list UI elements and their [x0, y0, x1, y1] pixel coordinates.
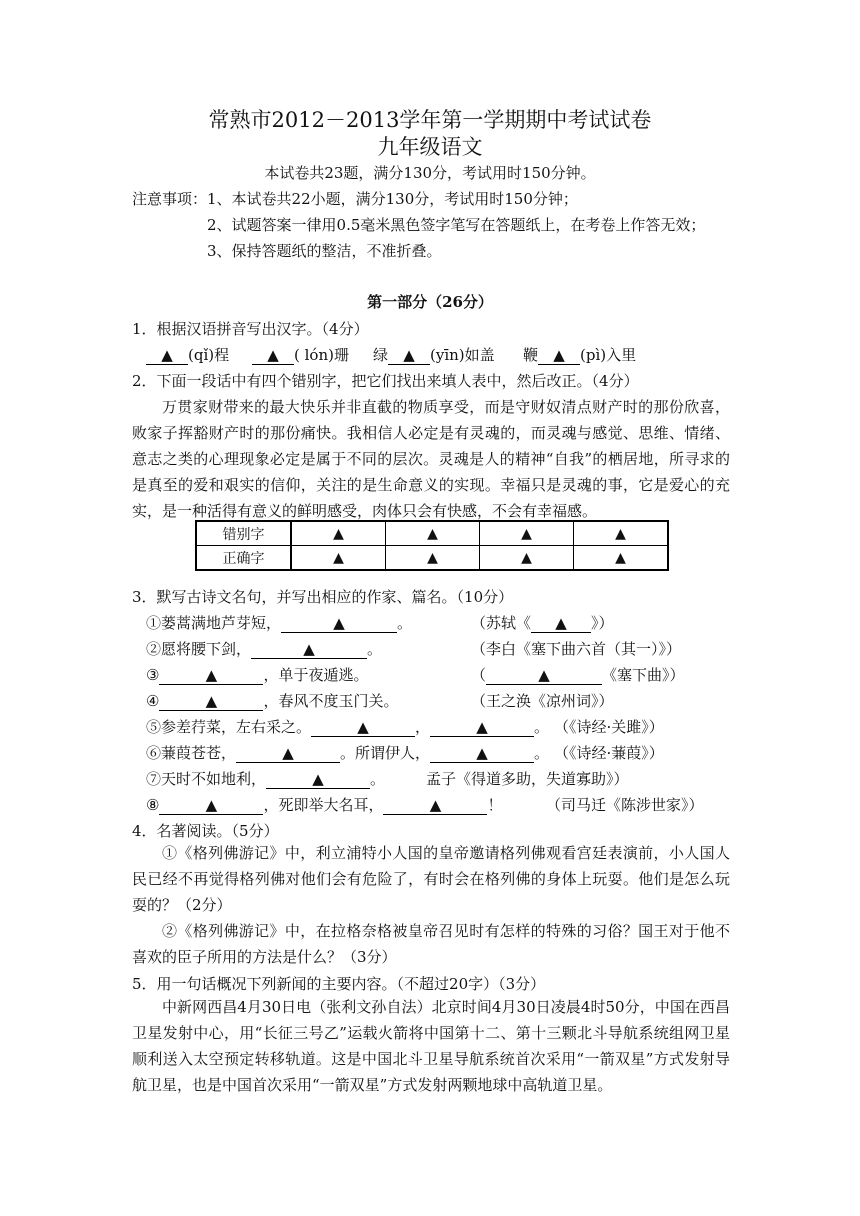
- q3-stem: 3．默写古诗文名句，并写出相应的作家、篇名。（10分）: [132, 588, 514, 606]
- q1-item: 鞭 ▲ (pì)入里: [523, 346, 637, 364]
- table-row-label: 错别字: [196, 521, 291, 546]
- q2-passage: 万贯家财带来的最大快乐并非直截的物质享受，而是守财奴清点财产时的那份欣喜，败家子挥豁财产时的那份痛快。我相信人必定是有灵魂的，而灵魂与感觉、思维、情绪、意志之类的心理现象必定是属于不同的层次。灵魂是人的精神“自我”的栖居地，所寻求的是真至的爱和艰实的信仰，关注的是生命意义的实现。幸福只是灵魂的事，它是爱心的充实，是一种活得有意义的鲜明感受，肉体只会有快感，不会有幸福感。: [132, 398, 730, 520]
- poem-source: （王之涣《凉州词》）: [471, 692, 614, 710]
- answer-blank[interactable]: ▲: [281, 614, 397, 633]
- answer-blank[interactable]: ▲: [486, 666, 602, 685]
- poem-source: （《诗经·蒹葭》）: [554, 744, 664, 762]
- answer-blank[interactable]: ▲: [311, 718, 415, 737]
- q1-item: ▲ ( lón)珊: [252, 344, 349, 365]
- q4-stem: 4．名著阅读。（5分）: [132, 822, 279, 840]
- answer-blank[interactable]: ▲: [430, 718, 534, 737]
- poem-source: （李白《塞下曲六首（其一）》）: [471, 640, 682, 658]
- answer-blank[interactable]: ▲: [266, 770, 370, 789]
- poem-line: ⑥蒹葭苍苍， ▲ 。所谓伊人， ▲ 。: [146, 744, 550, 762]
- table-cell[interactable]: ▲: [386, 546, 480, 571]
- poem-line: ①蒌蒿满地芦芽短， ▲ 。: [146, 614, 413, 632]
- poem-line: ⑧ ▲ ，死即举大名耳， ▲ ！: [146, 796, 503, 814]
- table-cell[interactable]: ▲: [291, 521, 386, 546]
- poem-source: （ ▲ 《塞下曲》）: [471, 666, 685, 684]
- answer-blank[interactable]: ▲: [252, 346, 294, 365]
- q4-question-2: ②《格列佛游记》中，在拉格奈格被皇帝召见时有怎样的特殊的习俗？国王对于他不喜欢的臣子所用的方法是什么？（3分）: [132, 922, 730, 966]
- notice-item: 3、保持答题纸的整洁，不准折叠。: [207, 242, 442, 260]
- table-cell[interactable]: ▲: [480, 546, 574, 571]
- answer-blank[interactable]: ▲: [159, 666, 263, 685]
- poem-line: ②愿将腰下剑， ▲ 。: [146, 640, 383, 658]
- correction-table: [195, 520, 669, 571]
- table-cell[interactable]: ▲: [291, 546, 386, 571]
- answer-blank[interactable]: ▲: [430, 744, 534, 763]
- answer-blank[interactable]: ▲: [388, 346, 430, 365]
- answer-blank[interactable]: ▲: [538, 346, 580, 365]
- poem-source: （苏轼《 ▲ 》）: [471, 614, 614, 632]
- part-title: 第一部分（26分）: [367, 293, 493, 311]
- notice-item: 1、本试卷共22小题，满分130分，考试用时150分钟；: [207, 190, 578, 208]
- table-row-label: 正确字: [196, 546, 291, 571]
- poem-line: ⑦天时不如地利， ▲ 。: [146, 770, 386, 788]
- q1-item: ▲ (qǐ)程: [146, 344, 229, 365]
- q5-news-passage: 中新网西昌4月30日电（张利文孙自法）北京时间4月30日凌晨4时50分，中国在西昌卫星发射中心，用“长征三号乙”运载火箭将中国第十二、第十三颗北斗导航系统组网卫星顺利送入太空预定转移轨道。这是中国北斗卫星导航系统首次采用“一箭双星”方式发射导航卫星，也是中国首次采用“一箭双星”方式发射两颗地球中高轨道卫星。: [132, 998, 730, 1094]
- answer-blank[interactable]: ▲: [236, 744, 340, 763]
- table-cell[interactable]: ▲: [574, 546, 669, 571]
- exam-title: 常熟市2012－2013学年第一学期期中考试试卷: [208, 108, 652, 132]
- answer-blank[interactable]: ▲: [146, 346, 188, 365]
- exam-subtitle: 九年级语文: [377, 135, 483, 159]
- table-cell[interactable]: ▲: [386, 521, 480, 546]
- table-cell[interactable]: ▲: [574, 521, 669, 546]
- q2-stem: 2．下面一段话中有四个错别字，把它们找出来填人表中，然后改正。（4分）: [132, 372, 639, 390]
- notice-item: 2、试题答案一律用0.5毫米黑色签字笔写在答题纸上，在考卷上作答无效；: [207, 216, 706, 234]
- exam-summary: 本试卷共23题，满分130分，考试用时150分钟。: [264, 164, 596, 182]
- poem-line: ④ ▲ ，春风不度玉门关。: [146, 692, 399, 710]
- q1-stem: 1．根据汉语拼音写出汉字。（4分）: [132, 320, 369, 338]
- notice-lead: 注意事项：: [132, 190, 208, 208]
- q4-question-1: ①《格列佛游记》中，利立浦特小人国的皇帝邀请格列佛观看宫廷表演前，小人国人民已经不再觉得格列佛对他们会有危险了，有时会在格列佛的身体上玩耍。他们是怎么玩耍的？（2分）: [132, 844, 730, 914]
- poem-source: （司马迁《陈涉世家》）: [546, 796, 704, 814]
- answer-blank[interactable]: ▲: [251, 640, 367, 659]
- poem-source: （《诗经·关雎》）: [554, 718, 664, 736]
- poem-source: 孟子《得道多助，失道寡助》）: [426, 770, 629, 788]
- answer-blank[interactable]: ▲: [159, 692, 263, 711]
- answer-blank[interactable]: ▲: [159, 796, 263, 815]
- poem-line: ③ ▲ ，单于夜遁逃。: [146, 666, 369, 684]
- table-cell[interactable]: ▲: [480, 521, 574, 546]
- poem-line: ⑤参差荇菜，左右采之。 ▲ ， ▲ 。: [146, 718, 550, 736]
- q5-stem: 5．用一句话概况下列新闻的主要内容。（不超过20字）（3分）: [132, 975, 546, 993]
- answer-blank[interactable]: ▲: [531, 614, 591, 633]
- answer-blank[interactable]: ▲: [383, 796, 487, 815]
- q1-item: 绿 ▲ (yīn)如盖: [373, 346, 495, 364]
